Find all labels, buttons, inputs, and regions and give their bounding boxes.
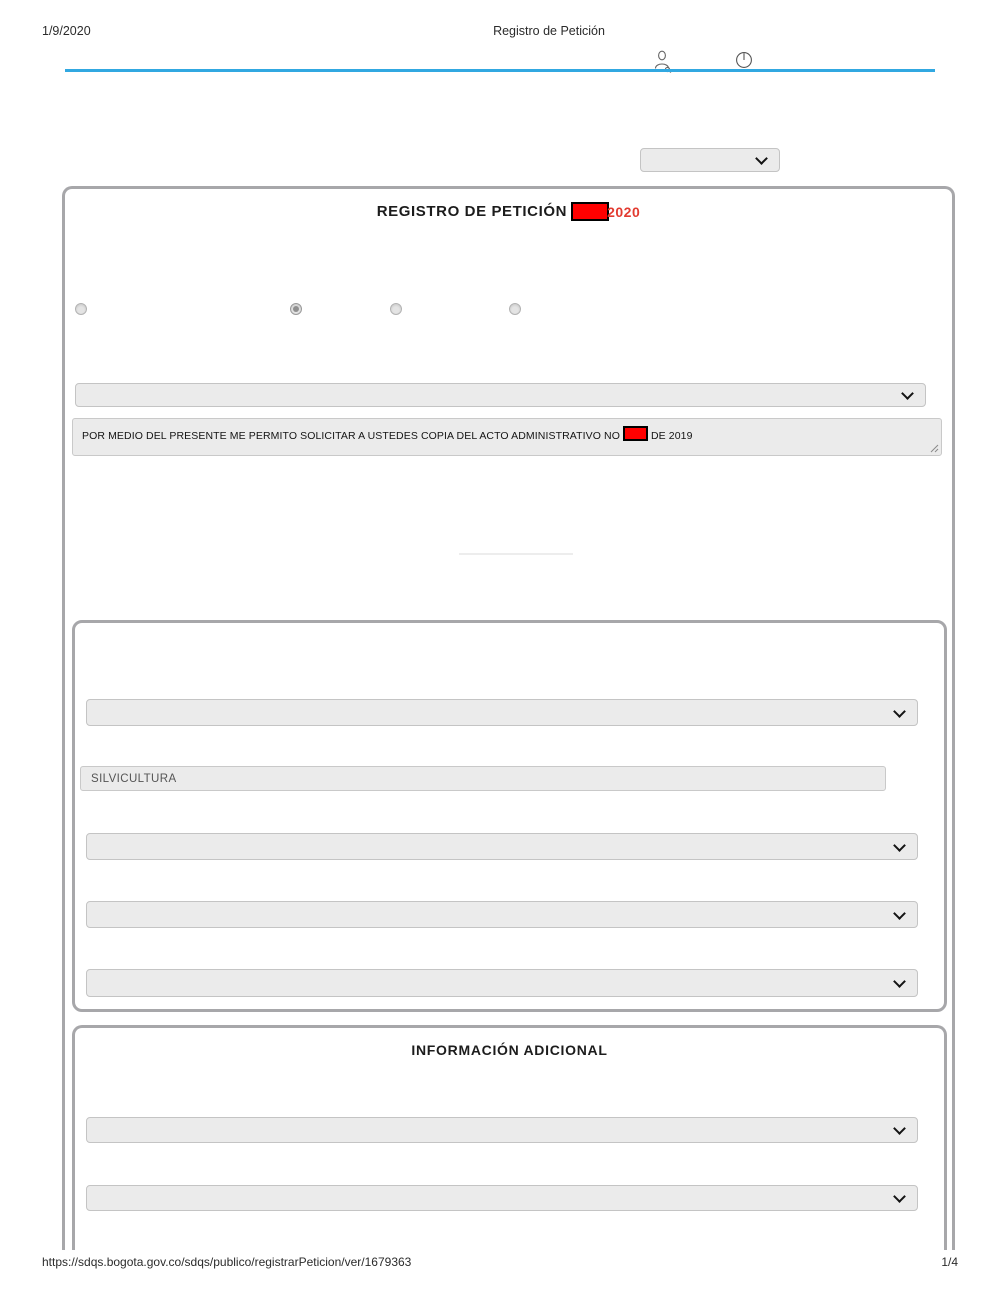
additional-info-title: INFORMACIÓN ADICIONAL [411, 1042, 608, 1058]
redaction-box [571, 202, 609, 221]
petition-type-radio[interactable] [290, 303, 302, 315]
request-type-select[interactable] [75, 383, 926, 407]
chevron-down-icon [755, 152, 768, 165]
chevron-down-icon [893, 839, 906, 852]
top-select[interactable] [640, 148, 780, 172]
redaction-box [623, 426, 648, 441]
subject-input-value: SILVICULTURA [91, 772, 177, 785]
chevron-down-icon [893, 1122, 906, 1135]
petition-type-radio[interactable] [509, 303, 521, 315]
form-title-year: 2020 [607, 203, 641, 220]
subject-input[interactable] [80, 766, 886, 791]
classification-select-3[interactable] [86, 901, 918, 928]
footer-page-indicator: 1/4 [941, 1255, 958, 1269]
form-title-row [62, 202, 955, 221]
print-date: 1/9/2020 [42, 24, 91, 38]
chevron-down-icon [893, 1190, 906, 1203]
chevron-down-icon [893, 907, 906, 920]
resize-grip-icon[interactable] [930, 444, 939, 453]
chevron-down-icon [901, 387, 914, 400]
user-signature-icon [653, 49, 673, 79]
additional-info-select-1[interactable] [86, 1117, 918, 1143]
description-text-before: POR MEDIO DEL PRESENTE ME PERMITO SOLICITAR A USTEDES COPIA DEL ACTO ADMINISTRATIVO NO [82, 430, 620, 442]
chevron-down-icon [893, 705, 906, 718]
classification-select-2[interactable] [86, 833, 918, 860]
faint-divider [459, 553, 573, 555]
form-title: REGISTRO DE PETICIÓN [376, 203, 568, 220]
classification-box [72, 620, 947, 1012]
footer-url: https://sdqs.bogota.gov.co/sdqs/publico/registrarPeticion/ver/1679363 [42, 1255, 412, 1269]
additional-info-select-2[interactable] [86, 1185, 918, 1211]
petition-type-radio[interactable] [390, 303, 402, 315]
page-title: Registro de Petición [493, 24, 605, 38]
chevron-down-icon [893, 975, 906, 988]
petition-type-radio[interactable] [75, 303, 87, 315]
description-text-after: DE 2019 [650, 430, 693, 442]
classification-select-1[interactable] [86, 699, 918, 726]
description-textarea[interactable] [72, 418, 942, 456]
header-divider [65, 69, 935, 72]
classification-select-4[interactable] [86, 969, 918, 997]
